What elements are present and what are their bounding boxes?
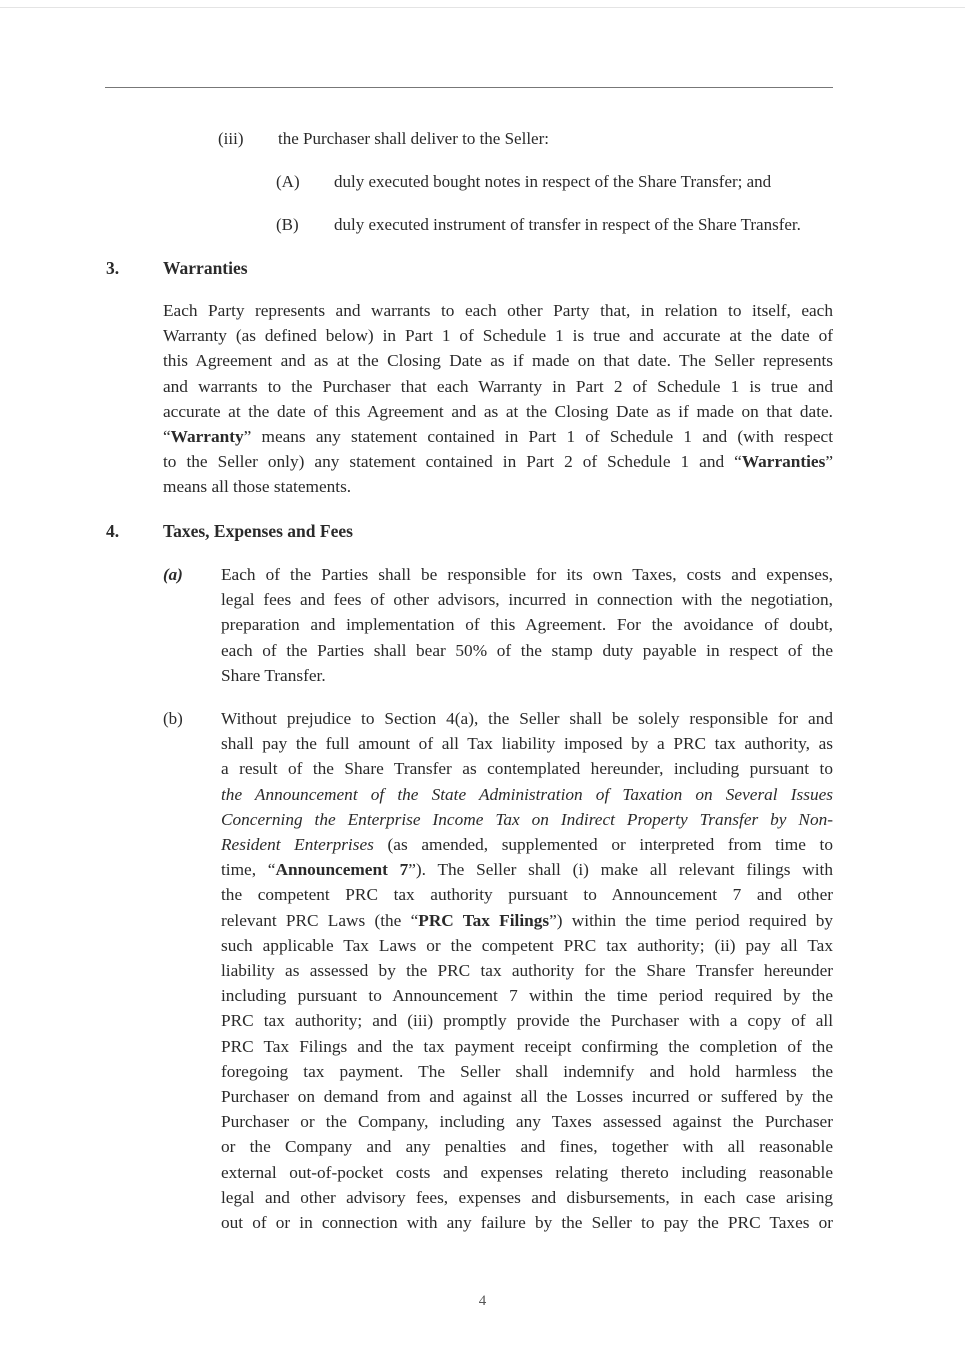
b-line-18: or the Company and any penalties and fines, together with all reasonable <box>221 1137 833 1157</box>
b-line-6-rest: (as amended, supplemented or interpreted from time to <box>373 835 833 855</box>
item-label-iii: (iii) <box>218 129 244 148</box>
b-line-14: PRC Tax Filings and the tax payment receipt confirming the completion of the <box>221 1036 833 1056</box>
b-line-17: Purchaser or the Company, including any Taxes assessed against the Purchaser <box>221 1112 833 1132</box>
a-line-3: preparation and implementation of this Agreement. For the avoidance of doubt, <box>221 615 833 635</box>
b-line-3: a result of the Share Transfer as contemplated hereunder, including pursuant to <box>221 759 833 779</box>
announcement-title-3: Resident Enterprises <box>221 835 374 855</box>
s3-line-6-rest: ” means any statement contained in Part 1 of Schedule 1 and (with respect <box>243 427 833 447</box>
b-line-6 <box>221 832 833 857</box>
s3-line-7 <box>163 449 833 474</box>
b-line-9-pre: relevant PRC Laws (the “ <box>221 910 419 930</box>
a-line-2: legal fees and fees of other advisors, incurred in connection with the negotiation, <box>221 590 833 610</box>
b-line-5 <box>221 807 833 832</box>
a-line-1: Each of the Parties shall be responsible for its own Taxes, costs and expenses, <box>221 565 833 584</box>
s3-line-7-pre: to the Seller only) any statement contained in Part 2 of Schedule 1 and “ <box>163 452 742 472</box>
b-line-7-post: ”). The Seller shall (i) make all relevant filings with <box>408 860 834 880</box>
item-text-iii: the Purchaser shall deliver to the Seller: <box>278 129 549 148</box>
page-number: 4 <box>478 1293 487 1309</box>
quote-open: “ <box>163 427 171 447</box>
scan-edge-line <box>0 7 965 8</box>
defined-term-prc-tax-filings: PRC Tax Filings <box>418 910 550 930</box>
defined-term-warranties: Warranties <box>741 452 826 472</box>
defined-term-warranty: Warranty <box>170 427 244 447</box>
defined-term-announcement-7: Announcement 7 <box>275 860 409 880</box>
header-rule <box>105 87 833 88</box>
clause-b-paragraph <box>221 706 833 1235</box>
section-4-title: Taxes, Expenses and Fees <box>163 521 353 541</box>
clause-a-paragraph <box>221 562 833 688</box>
b-line-7 <box>221 857 833 882</box>
s3-line-5: accurate at the date of this Agreement and as at the Closing Date as if made on that date. <box>163 401 833 421</box>
section-3-number: 3. <box>106 258 120 278</box>
b-line-13: PRC tax authority; and (iii) promptly provide the Purchaser with a copy of all <box>221 1011 833 1031</box>
b-line-10: such applicable Tax Laws or the competent PRC tax authority; (ii) pay all Tax <box>221 935 833 955</box>
item-label-A: (A) <box>276 172 300 191</box>
b-line-7-pre: time, “ <box>221 860 276 880</box>
b-line-11: liability as assessed by the PRC tax authority for the Share Transfer hereunder <box>221 961 833 981</box>
b-line-16: Purchaser on demand from and against all the Losses incurred or suffered by the <box>221 1087 833 1107</box>
s3-line-8: means all those statements. <box>163 477 352 497</box>
b-line-2: shall pay the full amount of all Tax liability imposed by a PRC tax authority, as <box>221 734 833 754</box>
s3-line-6 <box>163 424 833 449</box>
announcement-title-2: Concerning the Enterprise Income Tax on Indirect Property Transfer by Non- <box>221 809 833 829</box>
s3-line-7-post: ” <box>825 452 833 472</box>
b-line-15: foregoing tax payment. The Seller shall indemnify and hold harmless the <box>221 1061 833 1081</box>
b-line-21: out of or in connection with any failure by the Seller to pay the PRC Taxes or <box>221 1213 833 1233</box>
s3-line-2: Warranty (as defined below) in Part 1 of Schedule 1 is true and accurate at the date of <box>163 326 833 346</box>
s3-line-1: Each Party represents and warrants to each other Party that, in relation to itself, each <box>163 301 833 320</box>
a-line-5: Share Transfer. <box>221 665 326 685</box>
a-line-4: each of the Parties shall bear 50% of the stamp duty payable in respect of the <box>221 640 833 660</box>
section-4-number: 4. <box>106 521 120 541</box>
b-line-20: legal and other advisory fees, expenses and disbursements, in each case arising <box>221 1187 833 1207</box>
section-3-paragraph <box>163 298 833 500</box>
item-label-B: (B) <box>276 215 299 234</box>
item-text-B: duly executed instrument of transfer in respect of the Share Transfer. <box>334 215 801 234</box>
b-line-19: external out-of-pocket costs and expenses relating thereto including reasonable <box>221 1162 833 1182</box>
b-line-4 <box>221 782 833 807</box>
b-line-1: Without prejudice to Section 4(a), the Seller shall be solely responsible for and <box>221 709 833 728</box>
clause-label-a: (a) <box>163 565 183 584</box>
s3-line-3: this Agreement and as at the Closing Date as if made on that date. The Seller represents <box>163 351 833 371</box>
clause-label-b: (b) <box>163 709 183 728</box>
b-line-12: including pursuant to Announcement 7 within the time period required by the <box>221 986 833 1006</box>
section-3-title: Warranties <box>163 258 248 278</box>
b-line-9-post: ”) within the time period required by <box>549 910 833 930</box>
b-line-9 <box>221 908 833 933</box>
b-line-8: the competent PRC tax authority pursuant to Announcement 7 and other <box>221 885 833 905</box>
item-text-A: duly executed bought notes in respect of the Share Transfer; and <box>334 172 772 191</box>
s3-line-4: and warrants to the Purchaser that each Warranty in Part 2 of Schedule 1 is true and <box>163 376 833 396</box>
announcement-title-1: the Announcement of the State Administration of Taxation on Several Issues <box>221 784 833 804</box>
